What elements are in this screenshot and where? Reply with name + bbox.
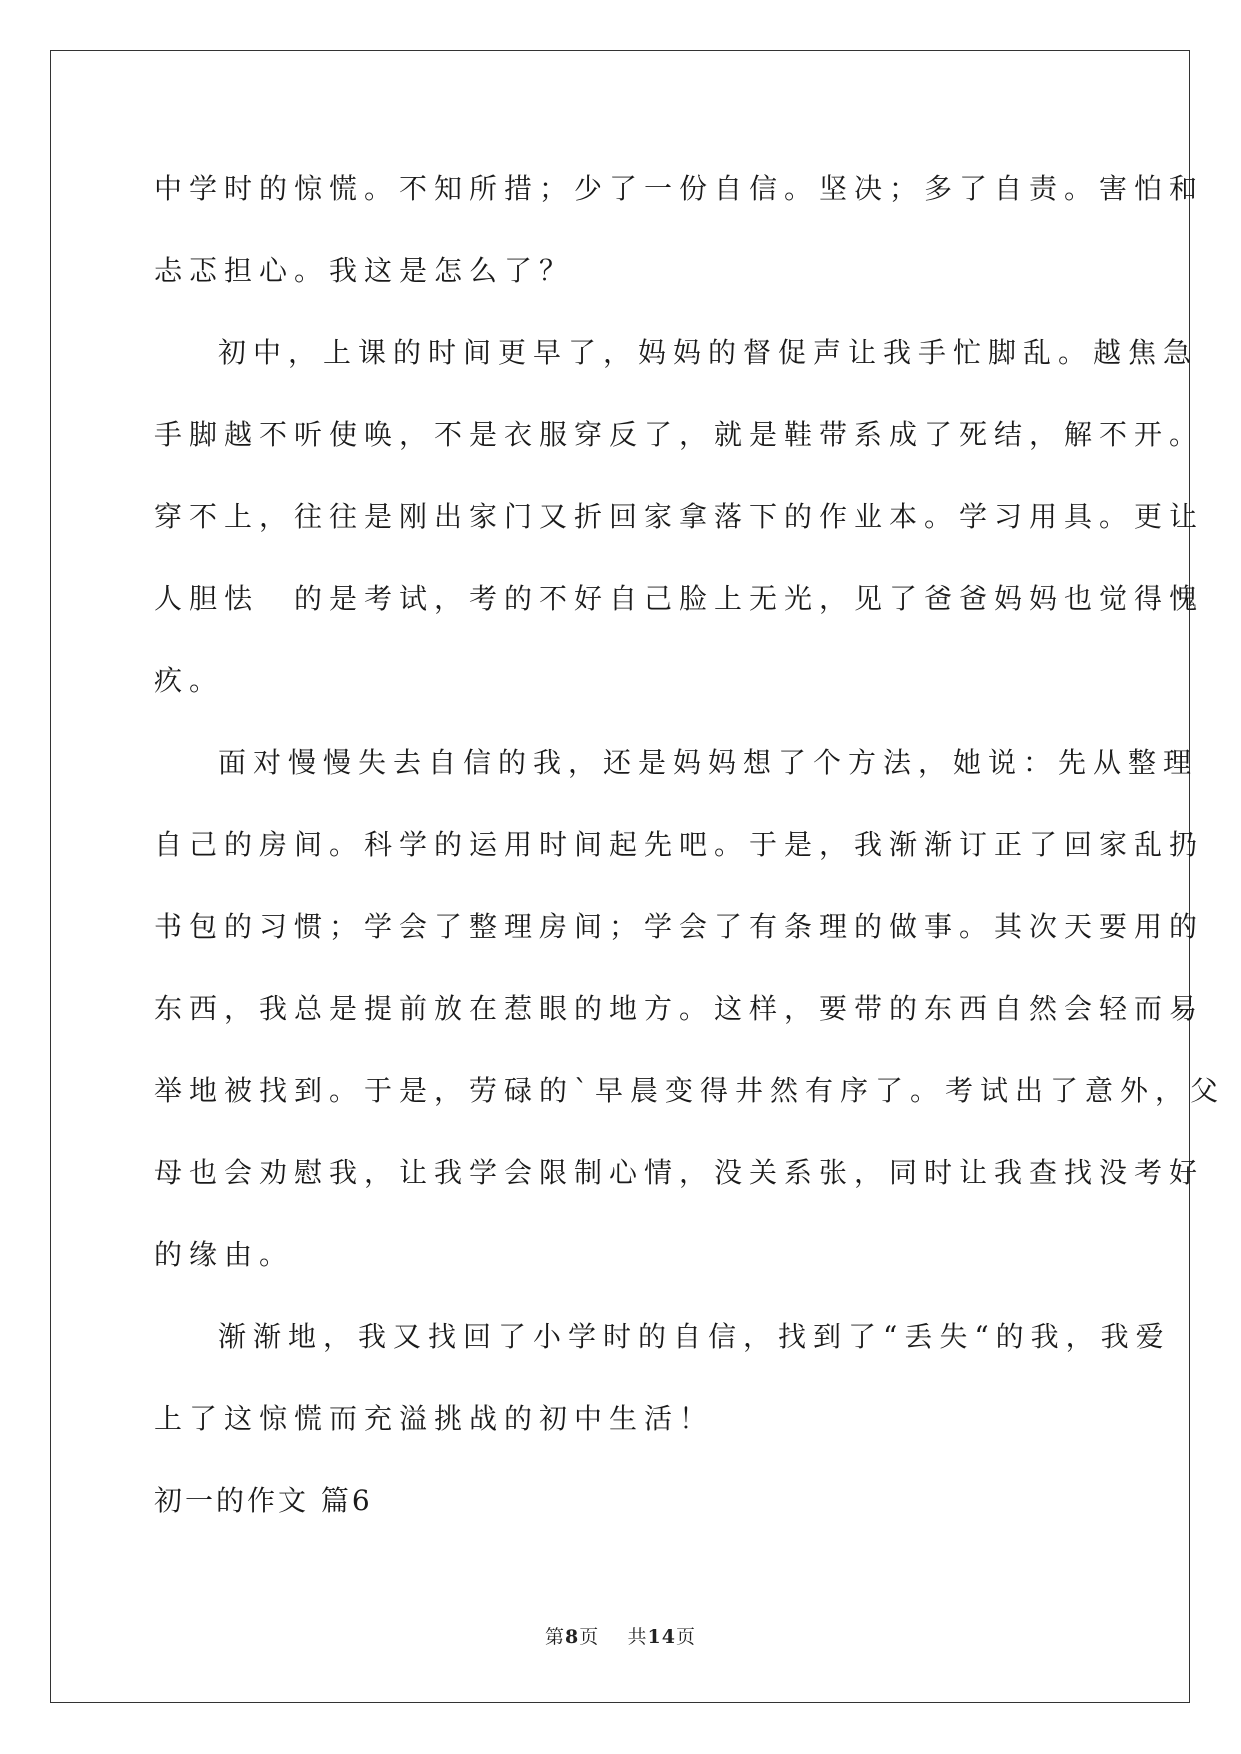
text-line: 疚。 xyxy=(154,664,225,697)
text-line: 举地被找到。于是，劳碌的`早晨变得井然有序了。考试出了意外，父 xyxy=(154,1074,1226,1107)
text-line: 中学时的惊慌。不知所措；少了一份自信。坚决；多了自责。害怕和 xyxy=(154,172,1205,205)
text-line: 人胆怯 的是考试，考的不好自己脸上无光，见了爸爸妈妈也觉得愧 xyxy=(154,582,1205,615)
text-line: 渐渐地，我又找回了小学时的自信，找到了“丢失“的我，我爱 xyxy=(218,1320,1171,1353)
text-line: 母也会劝慰我，让我学会限制心情，没关系张，同时让我查找没考好 xyxy=(154,1156,1205,1189)
text-line: 初中，上课的时间更早了，妈妈的督促声让我手忙脚乱。越焦急 xyxy=(218,336,1199,369)
text-line: 面对慢慢失去自信的我，还是妈妈想了个方法，她说：先从整理 xyxy=(218,746,1199,779)
page-suffix: 页 xyxy=(579,1626,600,1648)
total-prefix: 共 xyxy=(627,1626,648,1648)
text-line: 的缘由。 xyxy=(154,1238,295,1271)
text-line: 东西，我总是提前放在惹眼的地方。这样，要带的东西自然会轻而易 xyxy=(154,992,1205,1025)
current-page-number: 8 xyxy=(565,1626,580,1648)
page-prefix: 第 xyxy=(545,1626,566,1648)
text-line: 忐忑担心。我这是怎么了？ xyxy=(154,254,575,287)
text-line: 上了这惊慌而充溢挑战的初中生活！ xyxy=(154,1402,715,1435)
text-line: 书包的习惯；学会了整理房间；学会了有条理的做事。其次天要用的 xyxy=(154,910,1205,943)
page-footer xyxy=(0,1622,1241,1649)
total-page-count: 14 xyxy=(647,1626,676,1648)
text-line: 手脚越不听使唤，不是衣服穿反了，就是鞋带系成了死结，解不开。 xyxy=(154,418,1205,451)
text-line: 穿不上，往往是刚出家门又折回家拿落下的作业本。学习用具。更让 xyxy=(154,500,1205,533)
text-line: 自己的房间。科学的运用时间起先吧。于是，我渐渐订正了回家乱扔 xyxy=(154,828,1205,861)
section-heading: 初一的作文 篇6 xyxy=(154,1484,373,1517)
document-body xyxy=(154,162,1226,1564)
total-suffix: 页 xyxy=(675,1626,696,1648)
